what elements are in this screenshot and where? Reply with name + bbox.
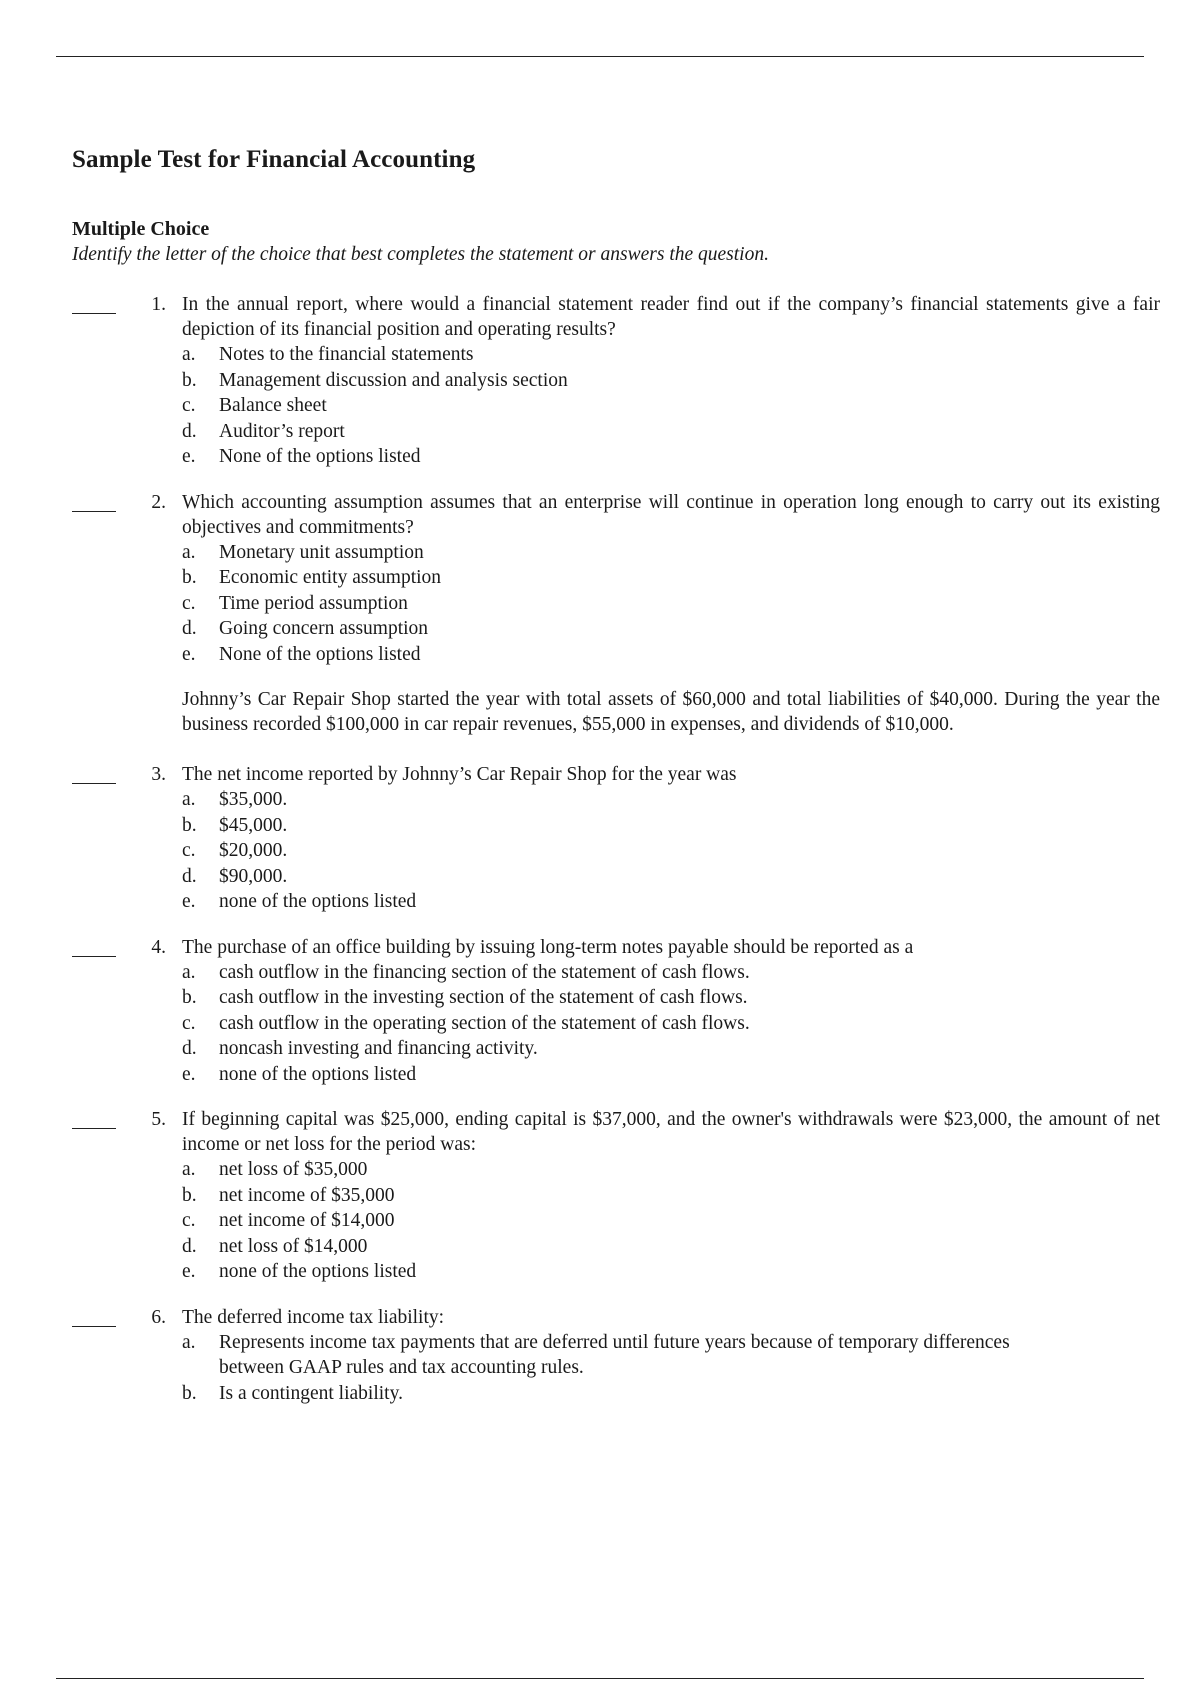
option-c[interactable] <box>182 838 1160 864</box>
option-b[interactable] <box>182 1381 1160 1407</box>
option-letter: c. <box>182 592 196 614</box>
option-letter: a. <box>182 1159 196 1180</box>
option-text: Is a contingent liability. <box>219 1382 403 1404</box>
option-e[interactable] <box>182 889 1160 915</box>
question-stem: Which accounting assumption assumes that an enterprise will continue in operation long enough to carry out its existing objectives and commitments? <box>182 491 1160 538</box>
option-text: net loss of $35,000 <box>219 1159 368 1180</box>
answer-blank[interactable] <box>72 763 116 784</box>
option-list <box>182 540 1160 668</box>
option-d[interactable] <box>182 419 1160 445</box>
option-letter: c. <box>182 840 196 861</box>
option-a[interactable] <box>182 960 1160 986</box>
option-e[interactable] <box>182 1259 1160 1285</box>
question-stem: The deferred income tax liability: <box>182 1306 445 1328</box>
option-letter: d. <box>182 865 197 887</box>
question-number: 1. <box>151 294 166 315</box>
option-text: cash outflow in the financing section of the statement of cash flows. <box>219 961 750 983</box>
question-3 <box>0 762 1200 915</box>
option-c[interactable] <box>182 591 1160 617</box>
answer-blank[interactable] <box>72 293 116 314</box>
option-letter: e. <box>182 446 196 467</box>
option-letter: e. <box>182 891 196 912</box>
option-text: none of the options listed <box>219 1261 417 1282</box>
option-d[interactable] <box>182 1036 1160 1062</box>
option-d[interactable] <box>182 1234 1160 1260</box>
top-rule <box>56 56 1144 57</box>
question-2 <box>0 490 1200 668</box>
option-text: $45,000. <box>219 814 288 836</box>
option-letter: a. <box>182 1331 196 1353</box>
option-letter: d. <box>182 1235 197 1257</box>
scenario-passage: Johnny’s Car Repair Shop started the year with total assets of $60,000 and total liabilities of $40,000. During the year the business recorded $100,000 in car repair revenues, $55,000 in expenses, and dividends of $10,000. <box>182 689 1160 735</box>
option-text: Represents income tax payments that are deferred until future years because of temporary differences between GAAP rules and tax accounting rules. <box>219 1331 1010 1378</box>
option-a[interactable] <box>182 1157 1160 1183</box>
option-text: net income of $14,000 <box>219 1210 395 1231</box>
option-e[interactable] <box>182 642 1160 668</box>
page-title: Sample Test for Financial Accounting <box>72 146 476 173</box>
bottom-rule <box>56 1678 1144 1679</box>
option-b[interactable] <box>182 368 1160 394</box>
option-letter: a. <box>182 344 196 365</box>
option-letter: e. <box>182 1261 196 1282</box>
option-text: None of the options listed <box>219 643 421 665</box>
option-text: cash outflow in the investing section of the statement of cash flows. <box>219 987 748 1008</box>
option-e[interactable] <box>182 1062 1160 1088</box>
option-list <box>182 342 1160 470</box>
option-letter: d. <box>182 420 197 442</box>
option-letter: b. <box>182 1184 197 1206</box>
option-letter: b. <box>182 814 197 836</box>
option-letter: b. <box>182 1382 197 1404</box>
option-text: None of the options listed <box>219 446 421 467</box>
option-c[interactable] <box>182 393 1160 419</box>
option-e[interactable] <box>182 444 1160 470</box>
option-letter: c. <box>182 1012 196 1034</box>
question-stem: The purchase of an office building by issuing long-term notes payable should be reported as a <box>182 936 914 958</box>
option-text: $20,000. <box>219 840 288 861</box>
option-list <box>182 787 1160 915</box>
option-list <box>182 1330 1160 1407</box>
option-b[interactable] <box>182 1183 1160 1209</box>
option-list <box>182 1157 1160 1285</box>
option-b[interactable] <box>182 813 1160 839</box>
option-letter: b. <box>182 567 197 588</box>
question-number: 4. <box>151 936 166 958</box>
option-list <box>182 960 1160 1088</box>
option-text: Balance sheet <box>219 395 327 416</box>
answer-blank[interactable] <box>72 1108 116 1129</box>
option-d[interactable] <box>182 864 1160 890</box>
option-letter: b. <box>182 987 197 1008</box>
option-a[interactable] <box>182 540 1160 566</box>
option-b[interactable] <box>182 565 1160 591</box>
answer-blank[interactable] <box>72 936 116 957</box>
option-text: Going concern assumption <box>219 618 429 639</box>
question-list <box>0 292 1200 1426</box>
option-letter: b. <box>182 369 197 391</box>
option-text: noncash investing and financing activity. <box>219 1038 538 1059</box>
option-letter: c. <box>182 1210 196 1231</box>
question-4 <box>0 935 1200 1088</box>
option-a[interactable] <box>182 1330 1160 1381</box>
option-letter: e. <box>182 643 196 665</box>
question-number: 5. <box>151 1109 166 1130</box>
question-number: 3. <box>151 764 166 785</box>
option-letter: a. <box>182 961 196 983</box>
question-1 <box>0 292 1200 470</box>
question-6 <box>0 1305 1200 1407</box>
option-a[interactable] <box>182 787 1160 813</box>
option-letter: e. <box>182 1063 196 1085</box>
question-5 <box>0 1107 1200 1285</box>
question-stem: The net income reported by Johnny’s Car Repair Shop for the year was <box>182 764 737 785</box>
option-text: cash outflow in the operating section of the statement of cash flows. <box>219 1012 750 1034</box>
option-d[interactable] <box>182 616 1160 642</box>
option-letter: a. <box>182 541 196 563</box>
option-text: Monetary unit assumption <box>219 541 424 563</box>
option-text: Management discussion and analysis section <box>219 369 568 391</box>
option-letter: a. <box>182 789 196 810</box>
option-text: $35,000. <box>219 789 288 810</box>
option-a[interactable] <box>182 342 1160 368</box>
instructions: Identify the letter of the choice that best completes the statement or answers the question. <box>72 244 769 265</box>
option-text: Economic entity assumption <box>219 567 442 588</box>
option-letter: d. <box>182 618 197 639</box>
option-text: Time period assumption <box>219 592 408 614</box>
question-stem: If beginning capital was $25,000, ending capital is $37,000, and the owner's withdrawals were $23,000, the amount of net income or net loss for the period was: <box>182 1109 1160 1155</box>
option-text: net loss of $14,000 <box>219 1235 368 1257</box>
question-stem: In the annual report, where would a financial statement reader find out if the company’s financial statements give a fair depiction of its financial position and operating results? <box>182 294 1160 340</box>
option-text: none of the options listed <box>219 891 417 912</box>
option-text: net income of $35,000 <box>219 1184 395 1206</box>
option-text: $90,000. <box>219 865 288 887</box>
option-text: none of the options listed <box>219 1063 417 1085</box>
option-letter: d. <box>182 1038 197 1059</box>
option-c[interactable] <box>182 1208 1160 1234</box>
option-c[interactable] <box>182 1011 1160 1037</box>
option-letter: c. <box>182 395 196 416</box>
question-number: 6. <box>151 1306 166 1328</box>
option-text: Notes to the financial statements <box>219 344 474 365</box>
question-number: 2. <box>151 491 166 513</box>
answer-blank[interactable] <box>72 491 116 512</box>
answer-blank[interactable] <box>72 1306 116 1327</box>
section-heading: Multiple Choice <box>72 218 210 240</box>
option-b[interactable] <box>182 985 1160 1011</box>
option-text: Auditor’s report <box>219 420 345 442</box>
